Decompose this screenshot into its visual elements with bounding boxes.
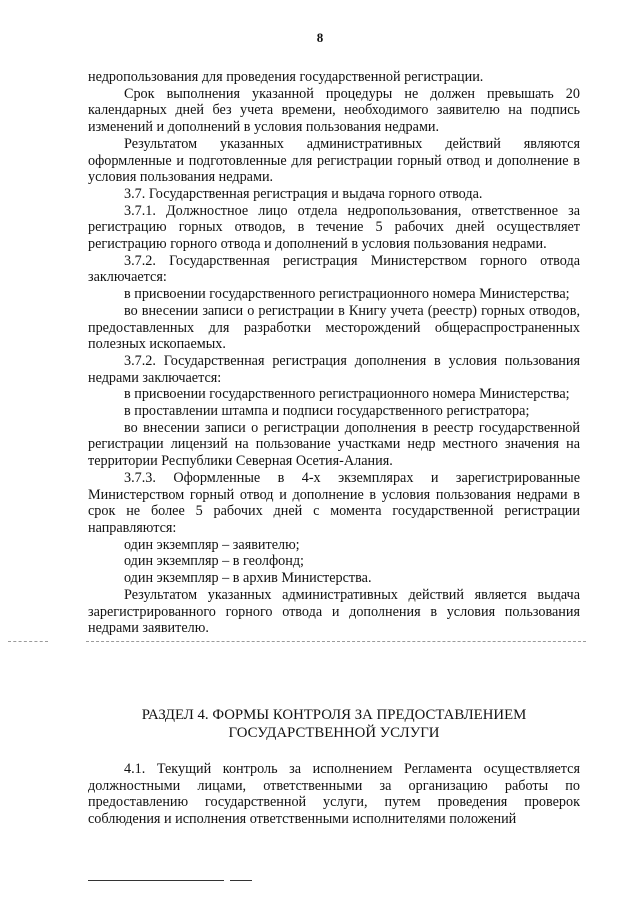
clause-4-1: 4.1. Текущий контроль за исполнением Регламента осуществляется должностными лицами, ответственными за организацию работы по предоставлению государственной услуги, путем проведения проверок соблюдения и исполнения ответственными исполнителями положений bbox=[88, 761, 580, 828]
list-item: в проставлении штампа и подписи государственного регистратора; bbox=[124, 403, 530, 420]
clause-3-7-3: 3.7.3. Оформленные в 4-х экземплярах и зарегистрированные Министерством горный отвод и дополнение в условия пользования недрами в срок не более 5 рабочих дней с момента государственной регистрации направляются: bbox=[88, 469, 580, 536]
list-item: один экземпляр – в геолфонд; bbox=[124, 553, 304, 570]
page-number: 8 bbox=[316, 30, 324, 45]
list-item: во внесении записи о регистрации дополнения в реестр государственной регистрации лицензий на пользование участками недр местного значения на территории Республики Северная Осетия-Алания. bbox=[88, 419, 580, 470]
paragraph-deadline: Срок выполнения указанной процедуры не должен превышать 20 календарных дней без учета времени, необходимого заявителю на подпись изменений и дополнений в условия пользования недрами. bbox=[88, 85, 580, 136]
footer-rule bbox=[88, 880, 224, 881]
scan-artifact-line bbox=[86, 641, 586, 642]
footer-rule bbox=[230, 880, 252, 881]
section-heading-line-1: РАЗДЕЛ 4. ФОРМЫ КОНТРОЛЯ ЗА ПРЕДОСТАВЛЕНИЕМ bbox=[141, 707, 527, 723]
clause-3-7-2: 3.7.2. Государственная регистрация Министерством горного отвода заключается: bbox=[88, 252, 580, 286]
paragraph-final-result: Результатом указанных административных действий является выдача зарегистрированного горного отвода и дополнения в условия пользования недрами заявителю. bbox=[88, 586, 580, 637]
list-item: во внесении записи о регистрации в Книгу учета (реестр) горных отводов, предоставленных для разработки месторождений общераспространенных полезных ископаемых. bbox=[88, 302, 580, 353]
list-item: в присвоении государственного регистрационного номера Министерства; bbox=[124, 386, 570, 403]
list-item: в присвоении государственного регистрационного номера Министерства; bbox=[124, 286, 570, 303]
section-heading-line-2: ГОСУДАРСТВЕННОЙ УСЛУГИ bbox=[228, 725, 440, 741]
section-heading bbox=[88, 706, 580, 742]
clause-3-7: 3.7. Государственная регистрация и выдача горного отвода. bbox=[124, 185, 483, 202]
list-item: один экземпляр – заявителю; bbox=[124, 536, 300, 553]
clause-3-7-2-supplement: 3.7.2. Государственная регистрация дополнения в условия пользования недрами заключается: bbox=[88, 352, 580, 386]
paragraph-continuation: недропользования для проведения государственной регистрации. bbox=[88, 69, 484, 85]
clause-3-7-1: 3.7.1. Должностное лицо отдела недропользования, ответственное за регистрацию горных отводов, в течение 5 рабочих дней осуществляет регистрацию горного отвода и дополнений в условия пользования недрами. bbox=[88, 202, 580, 253]
document-body bbox=[88, 69, 580, 637]
scan-artifact-line bbox=[8, 641, 48, 642]
paragraph-result: Результатом указанных административных действий являются оформленные и подготовленные для регистрации горный отвод и дополнение в условия пользования недрами. bbox=[88, 135, 580, 186]
list-item: один экземпляр – в архив Министерства. bbox=[124, 570, 372, 587]
section-body bbox=[88, 761, 580, 828]
